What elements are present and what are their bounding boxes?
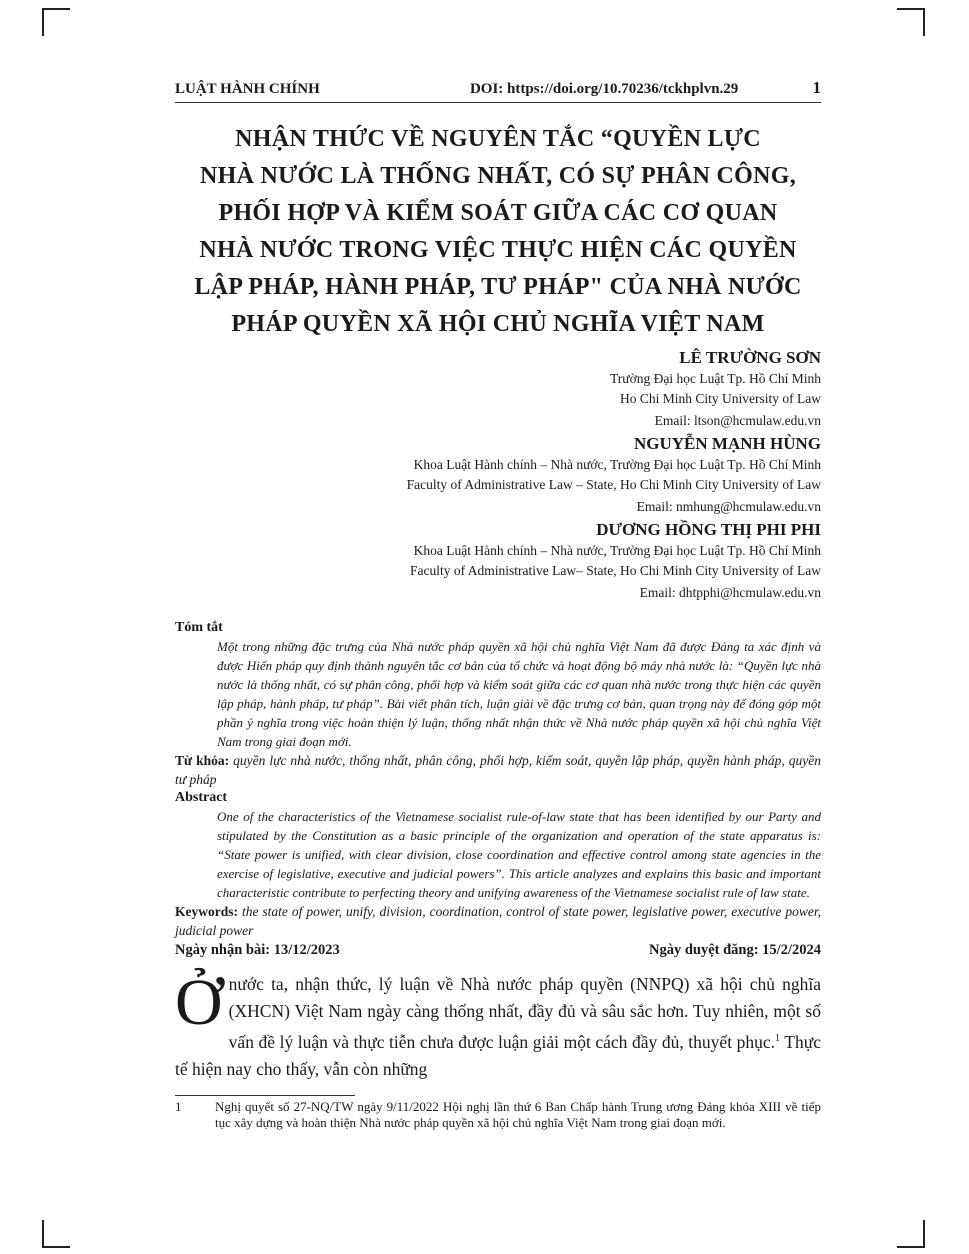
abstract-text: One of the characteristics of the Vietnamese socialist rule-of-law state that has been identified by our Party and stipulated by the Constitution as a basic principle of the organization and operation of the state apparatus is: “State power is unified, with clear division, close coordination and effective control among state agencies in the exercise of legislative, executive and judicial powers”. This article analyzes and explains this basic and important characteristic contribute to perfecting theory and unifying awareness of the Vietnamese socialist rule of law state.	[217, 809, 821, 900]
summary-text: Một trong những đặc trưng của Nhà nước pháp quyền xã hội chủ nghĩa Việt Nam đã được Đảng ta xác định và được Hiến pháp quy định thành nguyên tắc cơ bản của tổ chức và hoạt động bộ máy nhà nước là: “Quyền lực nhà nước là thống nhất, có sự phân công, phối hợp và kiểm soát giữa các cơ quan nhà nước trong thực hiện các quyền lập pháp, hành pháp, tư pháp”. Bài viết phân tích, luận giải về đặc trưng cơ bản, quan trọng này để đóng góp một phần ý nghĩa trong việc hoàn thiện lý luận, thống nhất nhận thức về Nhà nước pháp quyền xã hội chủ nghĩa Việt Nam trong giai đoạn mới.	[217, 639, 821, 749]
author-name: DƯƠNG HỒNG THỊ PHI PHI	[596, 520, 821, 539]
keywords-vi	[175, 751, 821, 789]
page-number: 1	[812, 78, 821, 97]
keywords-en	[175, 902, 821, 940]
author-name: NGUYỄN MẠNH HÙNG	[634, 434, 821, 453]
author-block	[175, 519, 821, 603]
article-title	[175, 121, 821, 343]
journal-section: LUẬT HÀNH CHÍNH	[175, 81, 320, 97]
author-email[interactable]: Email: ltson@hcmulaw.edu.vn	[654, 413, 821, 428]
author-email[interactable]: Email: nmhung@hcmulaw.edu.vn	[636, 499, 821, 514]
crop-mark-top-right	[897, 8, 925, 36]
summary-section	[175, 619, 821, 751]
footnote-reference[interactable]: 1	[775, 1033, 781, 1044]
keywords-vi-text: quyền lực nhà nước, thống nhất, phân công, phối hợp, kiểm soát, quyền lập pháp, quyền hành pháp, quyền tư pháp	[175, 753, 822, 787]
summary-heading: Tóm tắt	[175, 620, 223, 635]
footnote-divider	[175, 1095, 355, 1096]
title-line: NHẬN THỨC VỀ NGUYÊN TẮC “QUYỀN LỰC	[235, 126, 761, 152]
title-line: LẬP PHÁP, HÀNH PHÁP, TƯ PHÁP" CỦA NHÀ NƯỚC	[194, 274, 802, 300]
author-affiliation-en: Faculty of Administrative Law – State, Ho Chi Minh City University of Law	[406, 477, 821, 492]
author-affiliation-vi: Khoa Luật Hành chính – Nhà nước, Trường Đại học Luật Tp. Hồ Chí Minh	[413, 457, 821, 472]
author-affiliation-en: Faculty of Administrative Law– State, Ho Chi Minh City University of Law	[410, 563, 821, 578]
body-paragraph	[175, 966, 821, 1083]
author-email[interactable]: Email: dhtpphi@hcmulaw.edu.vn	[639, 585, 821, 600]
title-line: NHÀ NƯỚC LÀ THỐNG NHẤT, CÓ SỰ PHÂN CÔNG,	[199, 163, 796, 189]
crop-mark-bottom-right	[897, 1220, 925, 1248]
author-affiliation-en: Ho Chi Minh City University of Law	[620, 391, 821, 406]
author-block	[175, 347, 821, 431]
abstract-heading: Abstract	[175, 790, 228, 805]
author-block	[175, 433, 821, 517]
footnote	[175, 1099, 821, 1131]
crop-mark-top-left	[42, 8, 70, 36]
article-dates	[175, 942, 821, 959]
author-affiliation-vi: Khoa Luật Hành chính – Nhà nước, Trường Đại học Luật Tp. Hồ Chí Minh	[413, 543, 821, 558]
abstract-section	[175, 789, 821, 902]
keywords-vi-label: Từ khóa:	[175, 753, 230, 768]
page-content	[175, 78, 821, 1131]
body-text-start: nước ta, nhận thức, lý luận về Nhà nước pháp quyền (NNPQ) xã hội chủ nghĩa (XHCN) Việt Nam ngày càng thống nhất, đầy đủ và sâu sắc hơn. Tuy nhiên, một số vấn đề lý luận và thực tiễn chưa được luận giải một cách đầy đủ, thuyết phục.	[228, 974, 821, 1052]
keywords-en-label: Keywords:	[175, 904, 238, 919]
running-header	[175, 78, 821, 103]
accepted-date: Ngày duyệt đăng: 15/2/2024	[648, 942, 821, 958]
title-line: PHỐI HỢP VÀ KIỂM SOÁT GIỮA CÁC CƠ QUAN	[218, 200, 778, 226]
title-line: NHÀ NƯỚC TRONG VIỆC THỰC HIỆN CÁC QUYỀN	[199, 237, 797, 263]
title-line: PHÁP QUYỀN XÃ HỘI CHỦ NGHĨA VIỆT NAM	[231, 311, 765, 337]
doi-link[interactable]: DOI: https://doi.org/10.70236/tckhplvn.29	[469, 81, 739, 97]
crop-mark-bottom-left	[42, 1220, 70, 1248]
drop-cap: Ở	[175, 966, 223, 1039]
body-text-end: Thực tế hiện nay cho thấy, vẫn còn những	[175, 1031, 821, 1079]
footnote-number: 1	[175, 1098, 182, 1114]
footnote-text: Nghị quyết số 27-NQ/TW ngày 9/11/2022 Hội nghị lần thứ 6 Ban Chấp hành Trung ương Đảng khóa XIII về tiếp tục xây dựng và hoàn thiện Nhà nước pháp quyền xã hội chủ nghĩa Việt Nam trong giai đoạn mới.	[215, 1098, 821, 1130]
received-date: Ngày nhận bài: 13/12/2023	[175, 942, 340, 958]
keywords-en-text: the state of power, unify, division, coordination, control of state power, legislative power, executive power, judicial power	[175, 904, 821, 938]
author-affiliation-vi: Trường Đại học Luật Tp. Hồ Chí Minh	[610, 371, 821, 386]
author-name: LÊ TRƯỜNG SƠN	[679, 348, 821, 367]
